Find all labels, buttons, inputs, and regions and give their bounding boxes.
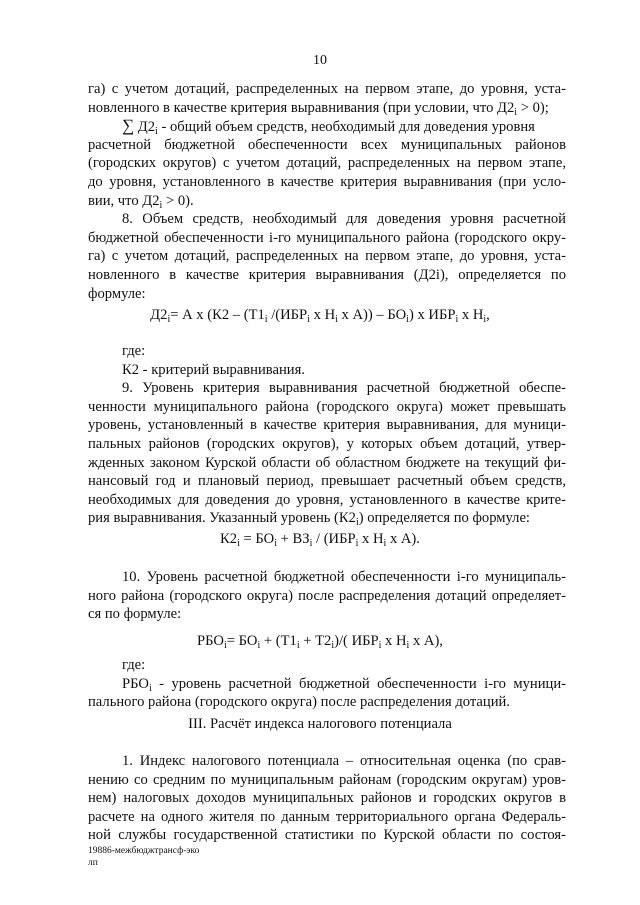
text-line: вии, что $Д2_i > 0$). — [88, 192, 194, 211]
text-line: 9. Уровень критерия выравнивания расчетной бюджетной обеспе- — [122, 380, 566, 397]
text-line: расчетной бюджетной обеспеченности всех муниципальных районов — [88, 136, 566, 153]
text-line: ченности муниципального района (городского округа) может превышать — [88, 398, 566, 415]
formula-k2: $К2_i = БО_i + ВЗ_i / (ИБР_i$ х $Н_i$ х А). — [220, 531, 420, 549]
text-line: рия выравнивания. Указанный уровень $(К2_i)$ определяется по формуле: — [88, 510, 530, 529]
text-line: га) с учетом дотаций, распределенных на первом этапе, до уровня, уста- — [88, 81, 566, 97]
text-line: новленного в качестве критерия выравнивания (при условии, что $Д2_i > 0$); — [88, 99, 549, 118]
paragraph-block-5 — [88, 752, 566, 845]
formula-d2: $Д2_i= А$ х ($К2 - (Т1_i$ $/(ИБР_i$ х $Н_i$ х $А)) - БО_i$) х $ИБР_i$ х $Н_i$, — [150, 307, 490, 325]
text-line: новленного в качестве критерия выравнивания (Д2i), определяется по — [88, 266, 566, 283]
page-number: 10 — [313, 53, 327, 68]
text-line: пальных районов (городских округов), у которых объем дотаций, утвер- — [88, 435, 566, 452]
text-line: расчете на одного жителя по данным территориального органа Федераль- — [88, 808, 566, 825]
text-line: жденных законом Курской области об областном бюджете на текущий фи- — [88, 454, 566, 471]
text-line: 1. Индекс налогового потенциала – относительная оценка (по срав- — [122, 753, 566, 769]
text-line: ся по формуле: — [88, 606, 182, 623]
text-line: формуле: — [88, 285, 146, 302]
text-line: пального района (городского округа) после распределения дотаций. — [88, 694, 510, 711]
text-line: $РБО_i$ - уровень расчетной бюджетной обеспеченности i-го муници- — [122, 675, 566, 694]
text-line: ного района (городского округа) после распределения дотаций определяет- — [88, 587, 566, 604]
text-line: 10. Уровень расчетной бюджетной обеспеченности i-го муниципаль- — [122, 569, 566, 585]
text-line: нению со средним по муниципальным районам (городским округам) уров- — [88, 771, 566, 788]
paragraph-block-2 — [88, 342, 566, 528]
sigma-symbol: ∑ — [122, 116, 135, 136]
text-line: ∑ $Д2_i$ - общий объем средств, необходимый для доведения уровня — [122, 116, 535, 138]
footer-initials: лп — [88, 858, 98, 868]
text-line: ной службы государственной статистики по Курской области по состоя- — [88, 827, 566, 844]
text-line: где: — [122, 343, 146, 359]
paragraph-block-4 — [88, 656, 566, 712]
text-line: га) с учетом дотаций, распределенных на первом этапе, до уровня, уста- — [88, 248, 566, 265]
document-footer — [88, 845, 199, 869]
formula-rbo: $РБО_i= БО_i + (Т1_i + Т2_i)/$( $ИБР_i$ х $Н_i$ х А), — [197, 633, 443, 651]
text-line: бюджетной обеспеченности i-го муниципального района (городского окру- — [88, 229, 566, 246]
text-line: до уровня, установленного в качестве критерия выравнивания (при усло- — [88, 173, 566, 190]
text-line: 8. Объем средств, необходимый для доведения уровня расчетной — [122, 211, 566, 228]
text-line: нансовый год и плановый период, превышает расчетный объем средств, — [88, 473, 566, 490]
text-line: уровень, установленный в качестве критерия выравнивания, для муници- — [88, 417, 566, 434]
paragraph-block-1 — [88, 80, 566, 303]
footer-file-id: 19886-межбюджтрансф-эко — [88, 846, 200, 856]
text-line: нем) налоговых доходов муниципальных районов и городских округов в — [88, 790, 566, 807]
text-line: К2 - критерий выравнивания. — [122, 361, 305, 378]
text-line: (городских округов) с учетом дотаций, распределенных на первом этапе, — [88, 155, 566, 172]
paragraph-block-3 — [88, 568, 566, 624]
section-heading: III. Расчёт индекса налогового потенциала — [188, 716, 452, 732]
text-line: где: — [122, 657, 146, 673]
text-line: необходимых для доведения до уровня, установленного в качестве крите- — [88, 491, 566, 508]
